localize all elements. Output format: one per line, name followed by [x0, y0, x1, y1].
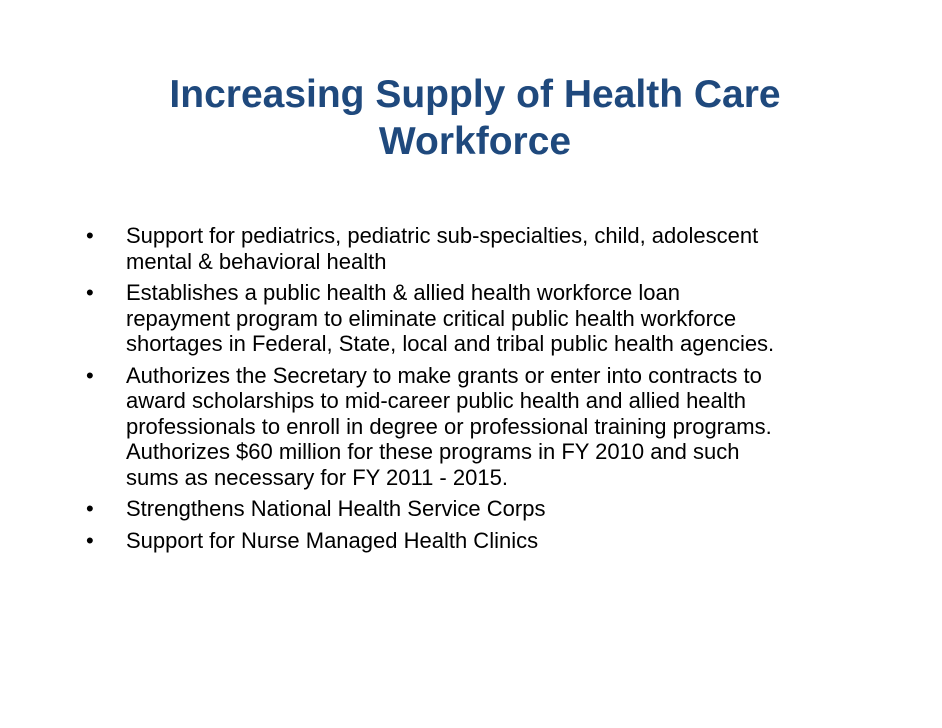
bullet-line: award scholarships to mid-career public health and allied health — [126, 388, 747, 413]
bullet-item-scholarships — [86, 363, 856, 491]
bullet-line: Strengthens National Health Service Corps — [126, 496, 546, 521]
slide-title-line-2: Workforce — [378, 119, 572, 163]
bullet-marker: • — [86, 280, 94, 305]
bullet-line: Support for Nurse Managed Health Clinics — [126, 527, 539, 553]
slide-title-line-1: Increasing Supply of Health Care — [169, 73, 781, 116]
bullet-marker: • — [86, 223, 94, 248]
bullet-line: shortages in Federal, State, local and tribal public health agencies. — [126, 331, 775, 356]
bullet-item-nurse-clinics — [86, 528, 856, 554]
bullet-item-pediatrics — [86, 223, 856, 274]
bullet-line: repayment program to eliminate critical public health workforce — [126, 305, 737, 331]
bullet-line: mental & behavioral health — [126, 248, 387, 274]
bullet-line: professionals to enroll in degree or professional training programs. — [126, 413, 772, 439]
slide-title — [60, 72, 890, 166]
bullet-item-nhsc — [86, 496, 856, 522]
bullet-line: Support for pediatrics, pediatric sub-specialties, child, adolescent — [126, 223, 759, 248]
bullet-marker: • — [86, 496, 94, 521]
bullet-marker: • — [86, 362, 94, 388]
bullet-list — [86, 223, 856, 559]
bullet-line: Authorizes $60 million for these programs in FY 2010 and such — [126, 439, 740, 464]
bullet-line: sums as necessary for FY 2011 - 2015. — [126, 464, 508, 490]
bullet-line: Establishes a public health & allied health workforce loan — [126, 280, 680, 305]
bullet-line: Authorizes the Secretary to make grants or enter into contracts to — [126, 362, 762, 388]
bullet-item-loan-repayment — [86, 280, 856, 357]
bullet-marker: • — [86, 527, 94, 553]
